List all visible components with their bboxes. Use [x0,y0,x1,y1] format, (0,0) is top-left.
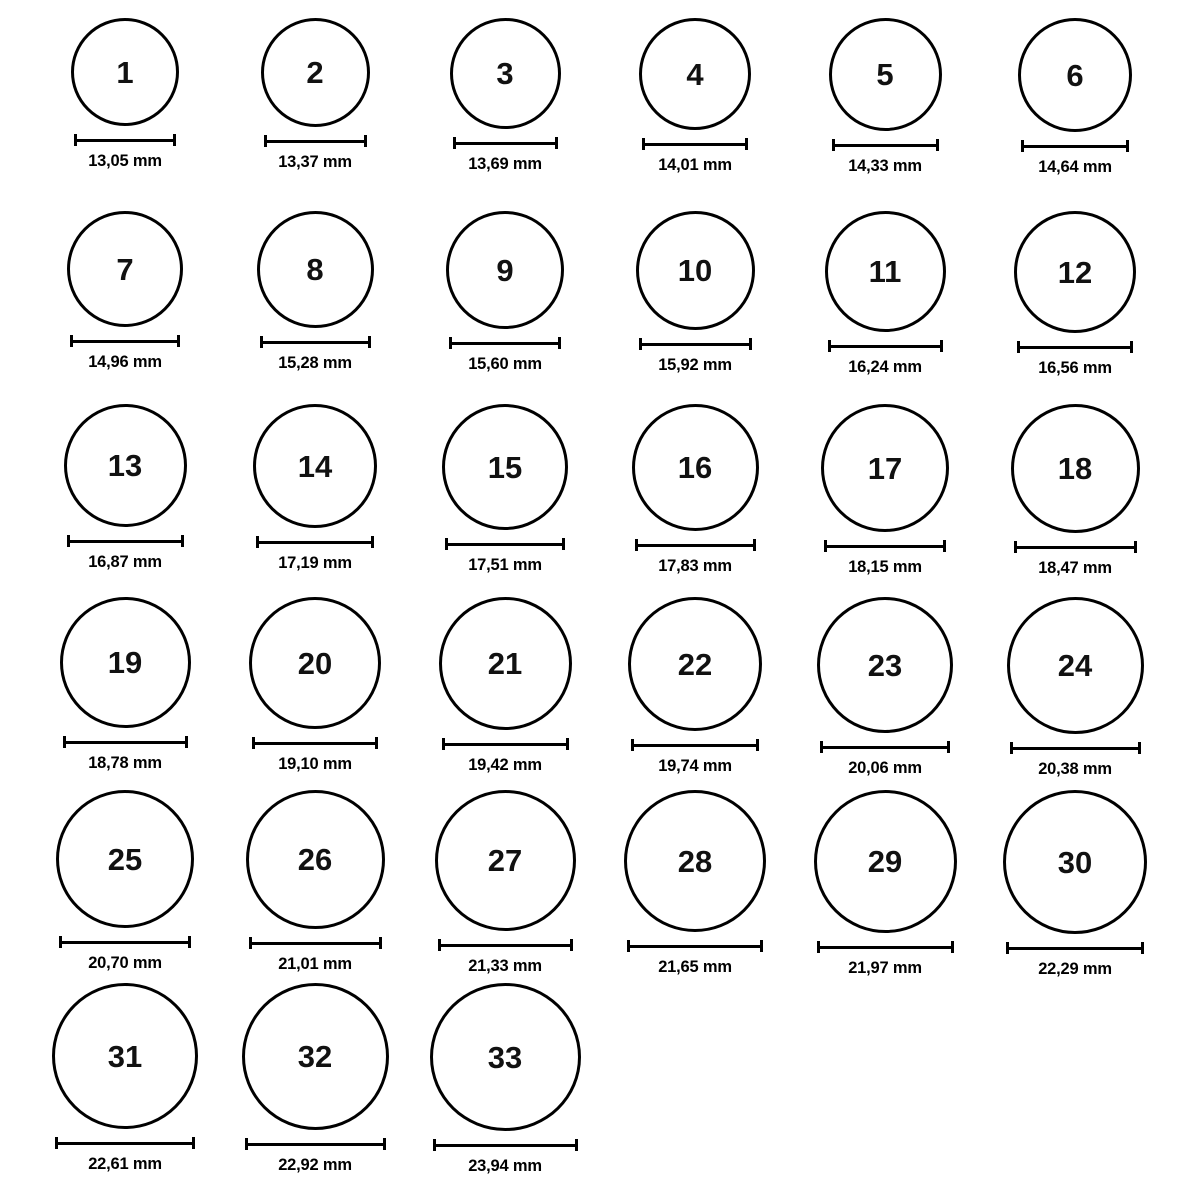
measure-bar-icon [639,338,752,350]
ring-circle-icon [442,404,568,530]
ring-diameter-label: 18,15 mm [848,558,922,576]
ring-circle-icon [639,18,751,130]
ring-measure-bar-wrap [252,736,378,750]
ring-circle-icon [52,983,198,1129]
ring-circle-icon [435,790,576,931]
ring-circle-icon [446,211,564,329]
measure-bar-icon [245,1138,386,1150]
measure-bar-icon [260,336,371,348]
ring-size-cell [980,211,1170,404]
ring-size-number: 13 [107,448,143,483]
ring-size-cell [790,597,980,790]
measure-bar-icon [63,736,188,748]
ring-diameter-label: 23,94 mm [468,1157,542,1175]
measure-bar-icon [264,135,367,147]
measure-bar-icon [249,937,382,949]
measure-bar-icon [55,1137,195,1149]
ring-measure-bar-wrap [260,335,371,349]
measure-bar-icon [1021,140,1129,152]
ring-circle-icon [624,790,766,932]
ring-diameter-label: 20,38 mm [1038,760,1112,778]
ring-circle-icon [1018,18,1132,132]
measure-bar-icon [453,137,558,149]
ring-circle-icon [450,18,561,129]
ring-size-cell [410,790,600,983]
ring-size-cell [30,404,220,597]
ring-size-cell [600,790,790,983]
ring-size-number: 26 [297,842,333,877]
ring-circle-icon [257,211,374,328]
ring-diameter-label: 13,05 mm [88,152,162,170]
measure-bar-icon [449,337,561,349]
ring-size-number: 1 [116,54,134,90]
ring-circle-icon [632,404,759,531]
ring-size-number: 31 [107,1038,143,1074]
ring-diameter-label: 16,87 mm [88,553,162,571]
ring-size-number: 24 [1057,648,1093,683]
ring-diameter-label: 19,74 mm [658,757,732,775]
ring-size-cell [220,211,410,404]
measure-bar-icon [74,134,176,146]
ring-size-number: 21 [487,646,523,681]
ring-size-number: 11 [868,254,902,289]
ring-circle-icon [71,18,179,126]
ring-measure-bar-wrap [627,939,763,953]
ring-size-number: 5 [876,57,894,92]
ring-circle-icon [1011,404,1140,533]
ring-measure-bar-wrap [820,740,950,754]
ring-measure-bar-wrap [438,938,573,952]
ring-size-cell [30,597,220,790]
ring-size-number: 7 [116,251,134,287]
ring-measure-bar-wrap [817,940,954,954]
ring-size-number: 33 [487,1039,523,1075]
ring-diameter-label: 21,01 mm [278,955,352,973]
ring-measure-bar-wrap [1021,139,1129,153]
ring-size-number: 10 [677,253,713,288]
measure-bar-icon [59,936,191,948]
ring-measure-bar-wrap [1017,340,1133,354]
ring-size-cell [600,211,790,404]
ring-size-cell [410,983,600,1176]
ring-diameter-label: 21,65 mm [658,958,732,976]
ring-circle-icon [814,790,957,933]
ring-diameter-label: 16,24 mm [848,358,922,376]
measure-bar-icon [433,1139,578,1151]
measure-bar-icon [252,737,378,749]
measure-bar-icon [442,738,569,750]
ring-size-number: 25 [107,841,143,877]
ring-size-cell [220,404,410,597]
ring-diameter-label: 15,60 mm [468,355,542,373]
measure-bar-icon [1017,341,1133,353]
ring-measure-bar-wrap [249,936,382,950]
measure-bar-icon [635,539,756,551]
ring-diameter-label: 14,96 mm [88,353,162,371]
ring-size-number: 8 [306,252,324,287]
ring-diameter-label: 20,70 mm [88,954,162,972]
measure-bar-icon [642,138,748,150]
ring-circle-icon [825,211,946,332]
ring-measure-bar-wrap [1006,941,1144,955]
ring-size-number: 23 [867,647,903,683]
ring-size-number: 4 [686,56,704,92]
ring-measure-bar-wrap [631,738,759,752]
ring-measure-bar-wrap [264,134,367,148]
ring-measure-bar-wrap [433,1138,578,1152]
ring-measure-bar-wrap [449,336,561,350]
ring-size-cell [30,18,220,211]
ring-diameter-label: 19,42 mm [468,756,542,774]
ring-size-cell [600,404,790,597]
ring-diameter-label: 17,51 mm [468,556,542,574]
ring-diameter-label: 19,10 mm [278,755,352,773]
measure-bar-icon [438,939,573,951]
ring-circle-icon [67,211,183,327]
ring-measure-bar-wrap [453,136,558,150]
ring-circle-icon [821,404,949,532]
ring-size-number: 3 [496,56,514,91]
measure-bar-icon [828,340,943,352]
ring-circle-icon [246,790,385,929]
measure-bar-icon [817,941,954,953]
ring-size-cell [220,790,410,983]
ring-diameter-label: 22,29 mm [1038,960,1112,978]
ring-measure-bar-wrap [642,137,748,151]
measure-bar-icon [67,535,184,547]
ring-size-cell [220,18,410,211]
ring-circle-icon [636,211,755,330]
ring-circle-icon [1014,211,1136,333]
ring-circle-icon [64,404,187,527]
ring-size-number: 20 [297,645,333,681]
ring-size-cell [600,18,790,211]
ring-size-cell [790,211,980,404]
ring-size-cell [410,404,600,597]
ring-measure-bar-wrap [442,737,569,751]
ring-measure-bar-wrap [1014,540,1137,554]
ring-size-number: 28 [677,843,713,879]
ring-circle-icon [1003,790,1147,934]
ring-measure-bar-wrap [74,133,176,147]
measure-bar-icon [631,739,759,751]
ring-diameter-label: 15,92 mm [658,356,732,374]
ring-size-cell [30,983,220,1176]
ring-circle-icon [253,404,377,528]
ring-size-number: 18 [1057,451,1093,486]
ring-diameter-label: 17,83 mm [658,557,732,575]
ring-diameter-label: 14,64 mm [1038,158,1112,176]
ring-size-number: 14 [297,448,333,484]
ring-size-number: 6 [1066,57,1084,93]
measure-bar-icon [70,335,180,347]
ring-size-cell [790,404,980,597]
ring-diameter-label: 17,19 mm [278,554,352,572]
ring-size-cell [30,790,220,983]
ring-size-number: 32 [297,1039,333,1074]
ring-diameter-label: 18,78 mm [88,754,162,772]
ring-size-cell [410,597,600,790]
ring-size-cell [980,790,1170,983]
ring-measure-bar-wrap [828,339,943,353]
ring-diameter-label: 13,37 mm [278,153,352,171]
ring-circle-icon [242,983,389,1130]
ring-diameter-label: 21,33 mm [468,957,542,975]
ring-size-cell [410,18,600,211]
measure-bar-icon [832,139,939,151]
ring-measure-bar-wrap [67,534,184,548]
ring-size-grid [30,18,1170,1176]
ring-size-cell [980,597,1170,790]
ring-measure-bar-wrap [245,1137,386,1151]
ring-diameter-label: 15,28 mm [278,354,352,372]
ring-size-cell [220,983,410,1176]
measure-bar-icon [627,940,763,952]
ring-measure-bar-wrap [59,935,191,949]
measure-bar-icon [256,536,374,548]
ring-size-number: 16 [677,450,713,485]
ring-diameter-label: 22,92 mm [278,1156,352,1174]
ring-circle-icon [261,18,370,127]
ring-measure-bar-wrap [445,537,565,551]
ring-measure-bar-wrap [256,535,374,549]
ring-circle-icon [56,790,194,928]
ring-size-cell [980,404,1170,597]
measure-bar-icon [820,741,950,753]
measure-bar-icon [1014,541,1137,553]
ring-measure-bar-wrap [55,1136,195,1150]
ring-measure-bar-wrap [1010,741,1141,755]
ring-size-number: 19 [107,645,143,680]
ring-diameter-label: 18,47 mm [1038,559,1112,577]
ring-circle-icon [628,597,762,731]
ring-diameter-label: 20,06 mm [848,759,922,777]
ring-diameter-label: 14,01 mm [658,156,732,174]
measure-bar-icon [1006,942,1144,954]
ring-size-number: 30 [1057,844,1093,880]
ring-size-cell [220,597,410,790]
ring-measure-bar-wrap [635,538,756,552]
ring-measure-bar-wrap [824,539,946,553]
measure-bar-icon [1010,742,1141,754]
ring-size-number: 29 [867,844,903,879]
ring-size-number: 2 [306,55,324,90]
ring-circle-icon [249,597,381,729]
ring-diameter-label: 16,56 mm [1038,359,1112,377]
ring-circle-icon [817,597,953,733]
ring-measure-bar-wrap [63,735,188,749]
ring-circle-icon [439,597,572,730]
ring-size-number: 17 [867,450,903,486]
ring-size-number: 12 [1057,254,1093,290]
ring-size-number: 22 [677,646,713,682]
ring-diameter-label: 21,97 mm [848,959,922,977]
ring-size-cell [600,597,790,790]
ring-size-number: 9 [496,252,514,288]
ring-size-cell [410,211,600,404]
ring-measure-bar-wrap [639,337,752,351]
ring-size-cell [790,18,980,211]
ring-circle-icon [1007,597,1144,734]
ring-size-cell [30,211,220,404]
measure-bar-icon [445,538,565,550]
ring-diameter-label: 22,61 mm [88,1155,162,1173]
ring-circle-icon [60,597,191,728]
ring-circle-icon [829,18,942,131]
ring-size-number: 27 [487,843,523,878]
ring-size-cell [790,790,980,983]
ring-circle-icon [430,983,581,1131]
measure-bar-icon [824,540,946,552]
ring-measure-bar-wrap [70,334,180,348]
ring-diameter-label: 13,69 mm [468,155,542,173]
ring-diameter-label: 14,33 mm [848,157,922,175]
ring-measure-bar-wrap [832,138,939,152]
ring-size-cell [980,18,1170,211]
ring-size-number: 15 [487,449,523,485]
